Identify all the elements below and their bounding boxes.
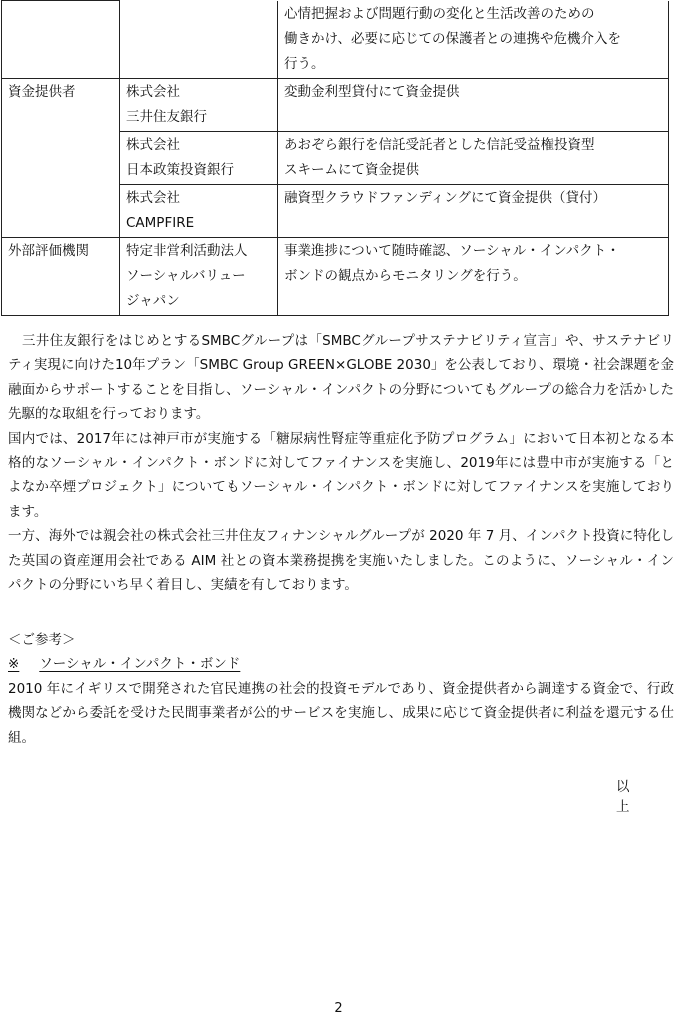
funders-label-cell bbox=[2, 78, 120, 237]
cell-line: 融資型クラウドファンディングにて資金提供（貸付） bbox=[284, 189, 606, 206]
body-paragraph: 三井住友銀行をはじめとするSMBCグループは「SMBCグループサステナビリティ宣言」や、サステナビリティ実現に向けた10年プラン「SMBC Group GREEN×GLOBE 2030」を公表しており、環境・社会課題を金融面からサポートすることを目指し、ソーシャル・インパクトの分野についてもグループの総合力を活かした先駆的な取組を行っております。 bbox=[8, 333, 674, 423]
cell-line: 働きかけ、必要に応じての保護者との連携や危機介入を bbox=[284, 30, 621, 47]
reference-definition: 2010 年にイギリスで開発された官民連携の社会的投資モデルであり、資金提供者から調達する資金で、行政機関などから委託を受けた民間事業者が公的サービスを実施し、成果に応じて資金提供者に利益を還元する仕組。 bbox=[8, 680, 674, 746]
cell-line: CAMPFIRE bbox=[126, 214, 195, 231]
funder-name-cell bbox=[120, 184, 278, 237]
evaluator-desc-cell bbox=[278, 237, 669, 315]
cell-line: 日本政策投資銀行 bbox=[126, 161, 234, 178]
closing-mark: 以上 bbox=[616, 779, 658, 815]
organization-table bbox=[1, 0, 669, 316]
cell-line: 株式会社 bbox=[126, 83, 180, 100]
table-cell-empty bbox=[2, 1, 120, 79]
page-number: 2 bbox=[334, 1001, 343, 1016]
cell-line: 事業進捗について随時確認、ソーシャル・インパクト・ bbox=[284, 242, 620, 259]
table-row bbox=[2, 237, 669, 315]
funder-name-cell bbox=[120, 78, 278, 131]
evaluator-label-cell bbox=[2, 237, 120, 315]
evaluator-label: 外部評価機関 bbox=[8, 242, 89, 259]
cell-line: 変動金利型貸付にて資金提供 bbox=[284, 83, 460, 100]
cell-line: あおぞら銀行を信託受託者とした信託受益権投資型 bbox=[284, 136, 595, 153]
cell-line: 三井住友銀行 bbox=[126, 108, 207, 125]
table-row bbox=[2, 78, 669, 131]
cell-line: 株式会社 bbox=[126, 136, 180, 153]
body-paragraph: 一方、海外では親会社の株式会社三井住友フィナンシャルグループが 2020 年 7 月、インパクト投資に特化した英国の資産運用会社である AIM 社との資本業務提携を実施いたしました。このように、ソーシャル・インパクトの分野にいち早く着目し、実績を有しております。 bbox=[8, 528, 674, 594]
reference-item-title-text: ソーシャル・インパクト・ボンド bbox=[39, 656, 241, 673]
body-paragraph: 国内では、2017年には神戸市が実施する「糖尿病性腎症等重症化予防プログラム」において日本初となる本格的なソーシャル・インパクト・ボンドに対してファイナンスを実施し、2019年には豊中市が実施する「とよなか卒煙プロジェクト」についてもソーシャル・インパクト・ボンドに対してファイナンスを実施しております。 bbox=[8, 430, 674, 520]
table-row bbox=[2, 1, 669, 79]
funder-name-cell bbox=[120, 131, 278, 184]
reference-item-mark: ※ bbox=[8, 656, 20, 673]
table-cell-role-description bbox=[278, 1, 669, 79]
table-cell-empty bbox=[120, 1, 278, 79]
reference-heading: ＜ご参考＞ bbox=[8, 632, 76, 648]
cell-line: 行う。 bbox=[284, 55, 325, 72]
cell-line: 株式会社 bbox=[126, 189, 180, 206]
cell-line: 特定非営利活動法人 bbox=[126, 242, 248, 259]
evaluator-name-cell bbox=[120, 237, 278, 315]
body-text bbox=[8, 329, 674, 597]
funder-desc-cell bbox=[278, 78, 669, 131]
funder-desc-cell bbox=[278, 184, 669, 237]
cell-line: ソーシャルバリュー bbox=[126, 267, 246, 284]
funders-label: 資金提供者 bbox=[8, 83, 76, 100]
reference-item-title bbox=[8, 652, 674, 676]
reference-section bbox=[8, 628, 674, 750]
cell-line: スキームにて資金提供 bbox=[284, 161, 419, 178]
funder-desc-cell bbox=[278, 131, 669, 184]
cell-line: ボンドの観点からモニタリングを行う。 bbox=[284, 267, 527, 284]
cell-line: ジャパン bbox=[126, 292, 180, 309]
cell-line: 心情把握および問題行動の変化と生活改善のための bbox=[284, 5, 595, 22]
